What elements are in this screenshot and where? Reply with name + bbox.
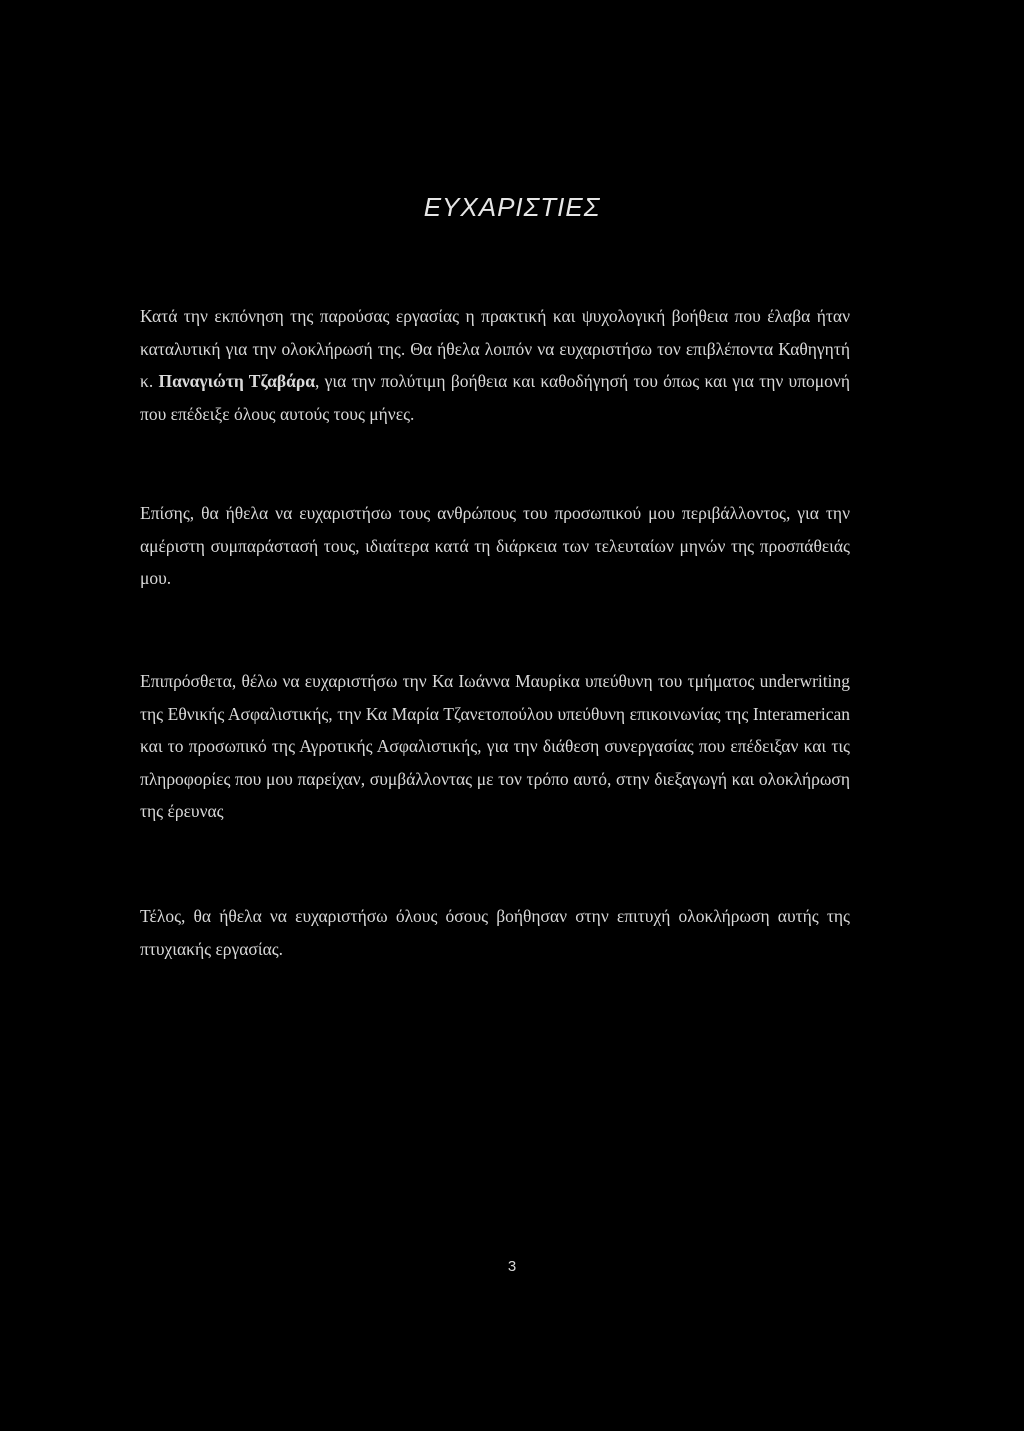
supervisor-name: Παναγιώτη Τζαβάρα [158,371,315,391]
paragraph-supervisor-thanks [140,300,850,430]
paragraph-text: , για την πολύτιμη βοήθεια και καθοδήγησή του όπως και για την υπομονή που επέδειξε όλους αυτούς τους μήνες. [140,371,850,424]
page-number: 3 [507,1258,517,1275]
paragraph-personal-thanks: Επίσης, θα ήθελα να ευχαριστήσω τους ανθρώπους του προσωπικού μου περιβάλλοντος, για την αμέριστη συμπαράστασή τους, ιδιαίτερα κατά τη διάρκεια των τελευταίων μηνών της προσπάθειάς μου. [140,503,850,588]
paragraph-company-thanks: Επιπρόσθετα, θέλω να ευχαριστήσω την Κα Ιωάννα Μαυρίκα υπεύθυνη του τμήματος underwriting της Εθνικής Ασφαλιστικής, την Κα Μαρία Τζανετοπούλου υπεύθυνη επικοινωνίας της Interamerican και το προσωπικό της Αγροτικής Ασφαλιστικής, για την διάθεση συνεργασίας που επέδειξαν και τις πληροφορίες που μου παρείχαν, συμβάλλοντας με τον τρόπο αυτό, στην διεξαγωγή και ολοκλήρωση της έρευνας [140,671,850,821]
paragraph-text: Κατά την εκπόνηση της παρούσας εργασίας η πρακτική και ψυχολογική βοήθεια που έλαβα ήταν καταλυτική για την ολοκλήρωσή της. Θα ήθελα λοιπόν να ευχαριστήσω τον επιβλέποντα Καθηγητή κ. [140,306,850,391]
page-title: ΕΥΧΑΡΙΣΤΙΕΣ [423,192,601,222]
paragraph-final-thanks: Τέλος, θα ήθελα να ευχαριστήσω όλους όσους βοήθησαν στην επιτυχή ολοκλήρωση αυτής της πτυχιακής εργασίας. [140,906,850,959]
